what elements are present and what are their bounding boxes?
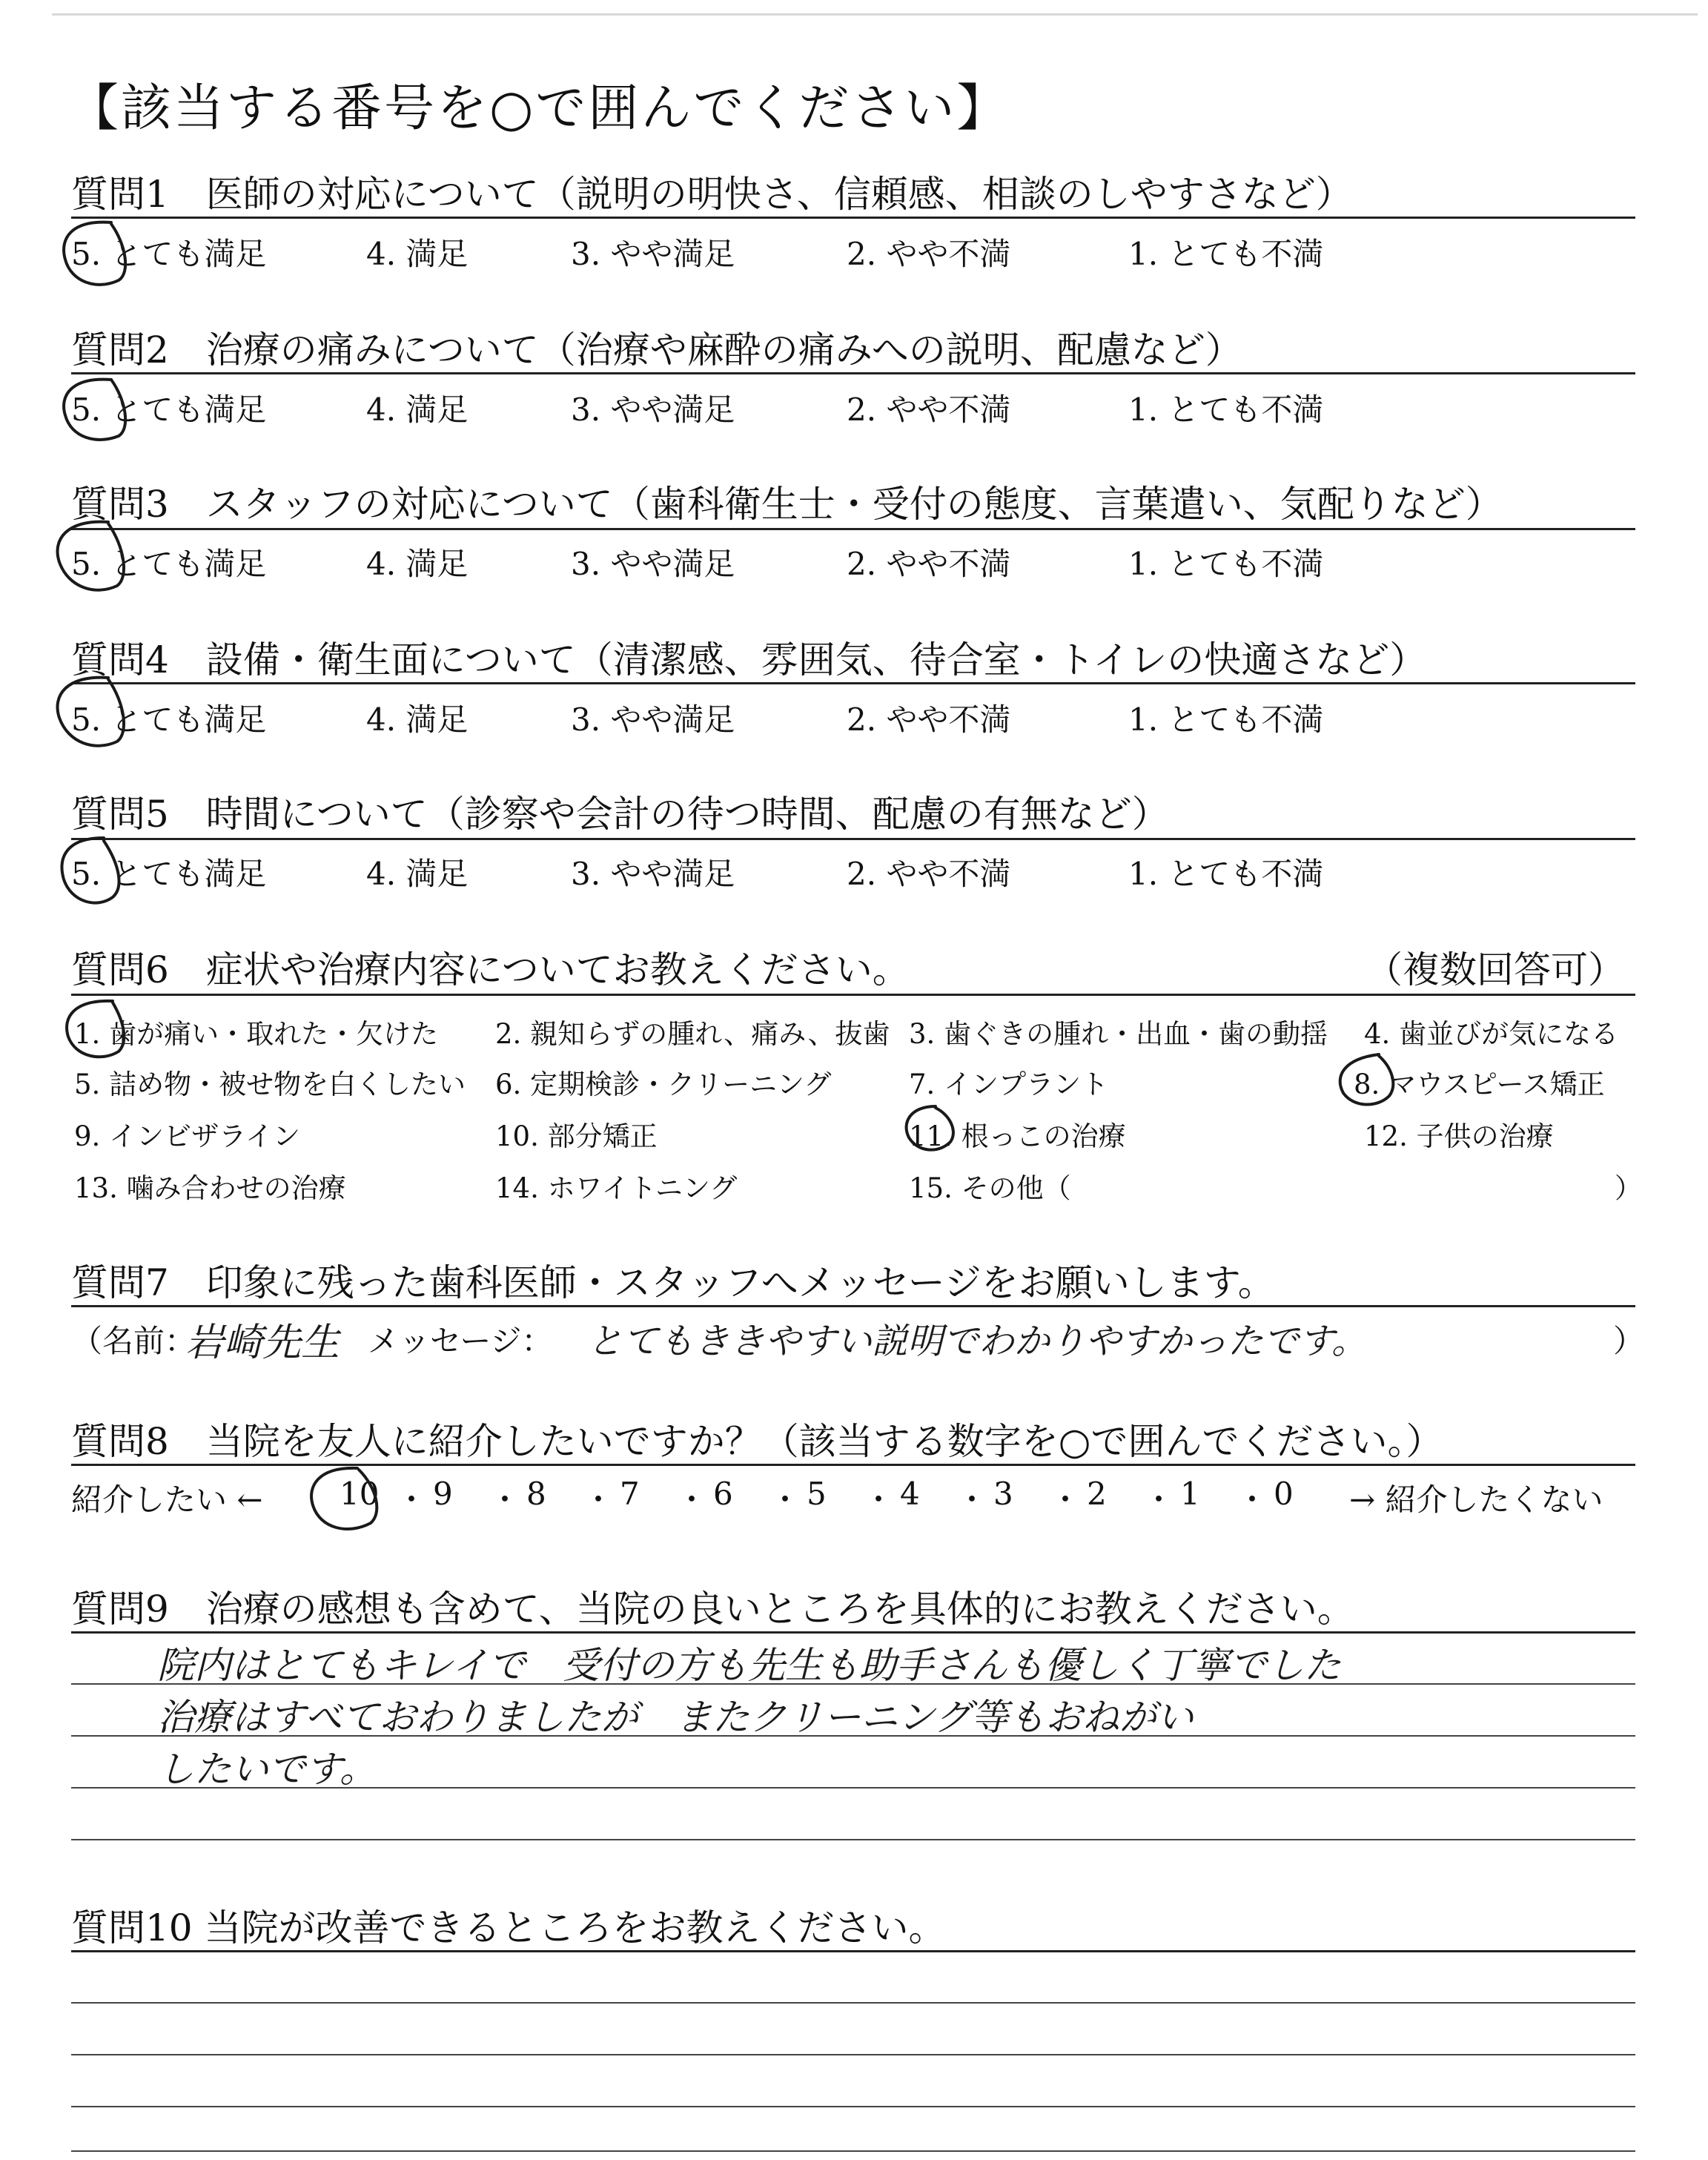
q4-option-3[interactable]: 3. やや満足 (571, 701, 735, 738)
q6-item-5[interactable]: 5. 詰め物・被せ物を白くしたい (74, 1069, 466, 1100)
message-handwritten[interactable]: とてもききやすい説明でわかりやすかったです。 (587, 1321, 1368, 1362)
question-6-rule (71, 994, 1635, 996)
scale-separator: ・ (1050, 1482, 1082, 1518)
recommend-right-label: → 紹介したくない (1349, 1482, 1603, 1518)
q6-item-1[interactable]: 1. 歯が痛い・取れた・欠けた (74, 1018, 439, 1050)
question-3-rule (71, 528, 1635, 530)
q3-option-4[interactable]: 4. 満足 (366, 546, 469, 582)
q6-item-8[interactable]: 8. マウスピース矯正 (1354, 1069, 1605, 1100)
q6-item-12[interactable]: 12. 子供の治療 (1364, 1120, 1554, 1152)
recommend-left-label: 紹介したい ← (71, 1482, 263, 1518)
q9-answer-line-3[interactable]: したいです。 (157, 1748, 377, 1791)
q5-option-1[interactable]: 1. とても不満 (1128, 856, 1324, 892)
multiple-answer-note: （複数回答可） (1366, 948, 1625, 991)
q10-line-3 (71, 2054, 1635, 2055)
q6-item-13[interactable]: 13. 噛み合わせの治療 (74, 1172, 346, 1204)
question-4-rule (71, 682, 1635, 684)
q5-option-5[interactable]: 5. とても満足 (71, 856, 267, 892)
q6-item-4[interactable]: 4. 歯並びが気になる (1364, 1018, 1619, 1050)
name-handwritten[interactable]: 岩崎先生 (185, 1321, 340, 1365)
q6-item-6[interactable]: 6. 定期検診・クリーニング (495, 1069, 832, 1100)
question-6-label: 質問6 症状や治療内容についてお教えください。 (71, 948, 910, 991)
scan-top-edge (52, 13, 1698, 16)
q4-option-4[interactable]: 4. 満足 (366, 701, 469, 738)
message-close-paren: ） (1613, 1323, 1645, 1359)
recommend-scale-7[interactable]: 7 (620, 1476, 640, 1512)
q2-option-4[interactable]: 4. 満足 (366, 392, 469, 428)
q4-option-1[interactable]: 1. とても不満 (1128, 701, 1324, 738)
scale-separator: ・ (1237, 1482, 1268, 1518)
q5-option-2[interactable]: 2. やや不満 (847, 856, 1011, 892)
q9-line-1 (71, 1631, 1635, 1634)
q3-option-3[interactable]: 3. やや満足 (571, 546, 735, 582)
scale-separator: ・ (956, 1482, 988, 1518)
message-label: メッセージ： (368, 1323, 553, 1359)
question-1-rule (71, 217, 1635, 219)
recommend-scale-6[interactable]: 6 (713, 1476, 733, 1512)
q6-item-2[interactable]: 2. 親知らずの腫れ、痛み、抜歯 (495, 1018, 890, 1050)
q3-option-2[interactable]: 2. やや不満 (847, 546, 1011, 582)
recommend-scale-9[interactable]: 9 (433, 1476, 453, 1512)
recommend-scale-10[interactable]: 10 (340, 1476, 380, 1512)
question-5-rule (71, 838, 1635, 840)
q1-option-5[interactable]: 5. とても満足 (71, 236, 267, 272)
scale-separator: ・ (396, 1482, 428, 1518)
question-10-label: 質問10 当院が改善できるところをお教えください。 (71, 1906, 946, 1949)
q10-line-4 (71, 2106, 1635, 2107)
q2-option-2[interactable]: 2. やや不満 (847, 392, 1011, 428)
q2-option-5[interactable]: 5. とても満足 (71, 392, 267, 428)
q4-option-2[interactable]: 2. やや不満 (847, 701, 1011, 738)
q2-option-1[interactable]: 1. とても不満 (1128, 392, 1324, 428)
q4-option-5[interactable]: 5. とても満足 (71, 701, 267, 738)
q10-line-5 (71, 2150, 1635, 2152)
q1-option-1[interactable]: 1. とても不満 (1128, 236, 1324, 272)
question-3-label: 質問3 スタッフの対応について（歯科衛生士・受付の態度、言葉遣い、気配りなど） (71, 483, 1503, 526)
question-8-rule (71, 1464, 1635, 1466)
recommend-scale-5[interactable]: 5 (807, 1476, 827, 1512)
recommend-scale-2[interactable]: 2 (1087, 1476, 1107, 1512)
q10-line-1 (71, 1950, 1635, 1952)
q10-line-2 (71, 2002, 1635, 2004)
q2-option-3[interactable]: 3. やや満足 (571, 392, 735, 428)
q5-option-4[interactable]: 4. 満足 (366, 856, 469, 892)
recommend-scale-0[interactable]: 0 (1274, 1476, 1294, 1512)
q6-item-7[interactable]: 7. インプラント (909, 1069, 1109, 1100)
q3-option-1[interactable]: 1. とても不満 (1128, 546, 1324, 582)
page-title: 【該当する番号を○で囲んでください】 (68, 79, 1010, 138)
q1-option-2[interactable]: 2. やや不満 (847, 236, 1011, 272)
q3-option-5[interactable]: 5. とても満足 (71, 546, 267, 582)
question-9-label: 質問9 治療の感想も含めて、当院の良いところを具体的にお教えください。 (71, 1588, 1354, 1631)
q9-line-5 (71, 1839, 1635, 1840)
q6-item-3[interactable]: 3. 歯ぐきの腫れ・出血・歯の動揺 (909, 1018, 1328, 1050)
question-7-rule (71, 1305, 1635, 1307)
question-4-label: 質問4 設備・衛生面について（清潔感、雰囲気、待合室・トイレの快適さなど） (71, 638, 1427, 681)
q9-answer-line-1[interactable]: 院内はとてもキレイで 受付の方も先生も助手さんも優しく丁寧でした (157, 1644, 1341, 1687)
name-label: （名前： (71, 1323, 196, 1359)
scale-separator: ・ (1143, 1482, 1175, 1518)
q6-item-9[interactable]: 9. インビザライン (74, 1120, 300, 1152)
q6-item-14[interactable]: 14. ホワイトニング (495, 1172, 738, 1204)
recommend-scale-4[interactable]: 4 (900, 1476, 920, 1512)
q1-option-3[interactable]: 3. やや満足 (571, 236, 735, 272)
question-2-label: 質問2 治療の痛みについて（治療や麻酔の痛みへの説明、配慮など） (71, 328, 1242, 371)
scale-separator: ・ (583, 1482, 615, 1518)
recommend-scale-1[interactable]: 1 (1180, 1476, 1200, 1512)
q9-answer-line-2[interactable]: 治療はすべておわりましたが またクリーニング等もおねがい (157, 1696, 1194, 1739)
question-8-label: 質問8 当院を友人に紹介したいですか？（該当する数字を○で囲んでください。） (71, 1420, 1443, 1463)
scale-separator: ・ (863, 1482, 895, 1518)
question-1-label: 質問1 医師の対応について（説明の明快さ、信頼感、相談のしやすさなど） (71, 173, 1353, 216)
scale-separator: ・ (676, 1482, 708, 1518)
recommend-scale-8[interactable]: 8 (526, 1476, 546, 1512)
question-2-rule (71, 372, 1635, 374)
recommend-scale-3[interactable]: 3 (993, 1476, 1013, 1512)
q6-item-15[interactable]: 15. その他（ (909, 1172, 1071, 1204)
q6-item-10[interactable]: 10. 部分矯正 (495, 1120, 658, 1152)
question-7-label: 質問7 印象に残った歯科医師・スタッフへメッセージをお願いします。 (71, 1261, 1275, 1304)
scale-separator: ・ (769, 1482, 801, 1518)
q6-item-15-close: ） (1615, 1172, 1642, 1204)
q1-option-4[interactable]: 4. 満足 (366, 236, 469, 272)
scale-separator: ・ (489, 1482, 521, 1518)
question-5-label: 質問5 時間について（診察や会計の待つ時間、配慮の有無など） (71, 793, 1169, 836)
q5-option-3[interactable]: 3. やや満足 (571, 856, 735, 892)
q6-item-11[interactable]: 11. 根っこの治療 (909, 1120, 1126, 1152)
